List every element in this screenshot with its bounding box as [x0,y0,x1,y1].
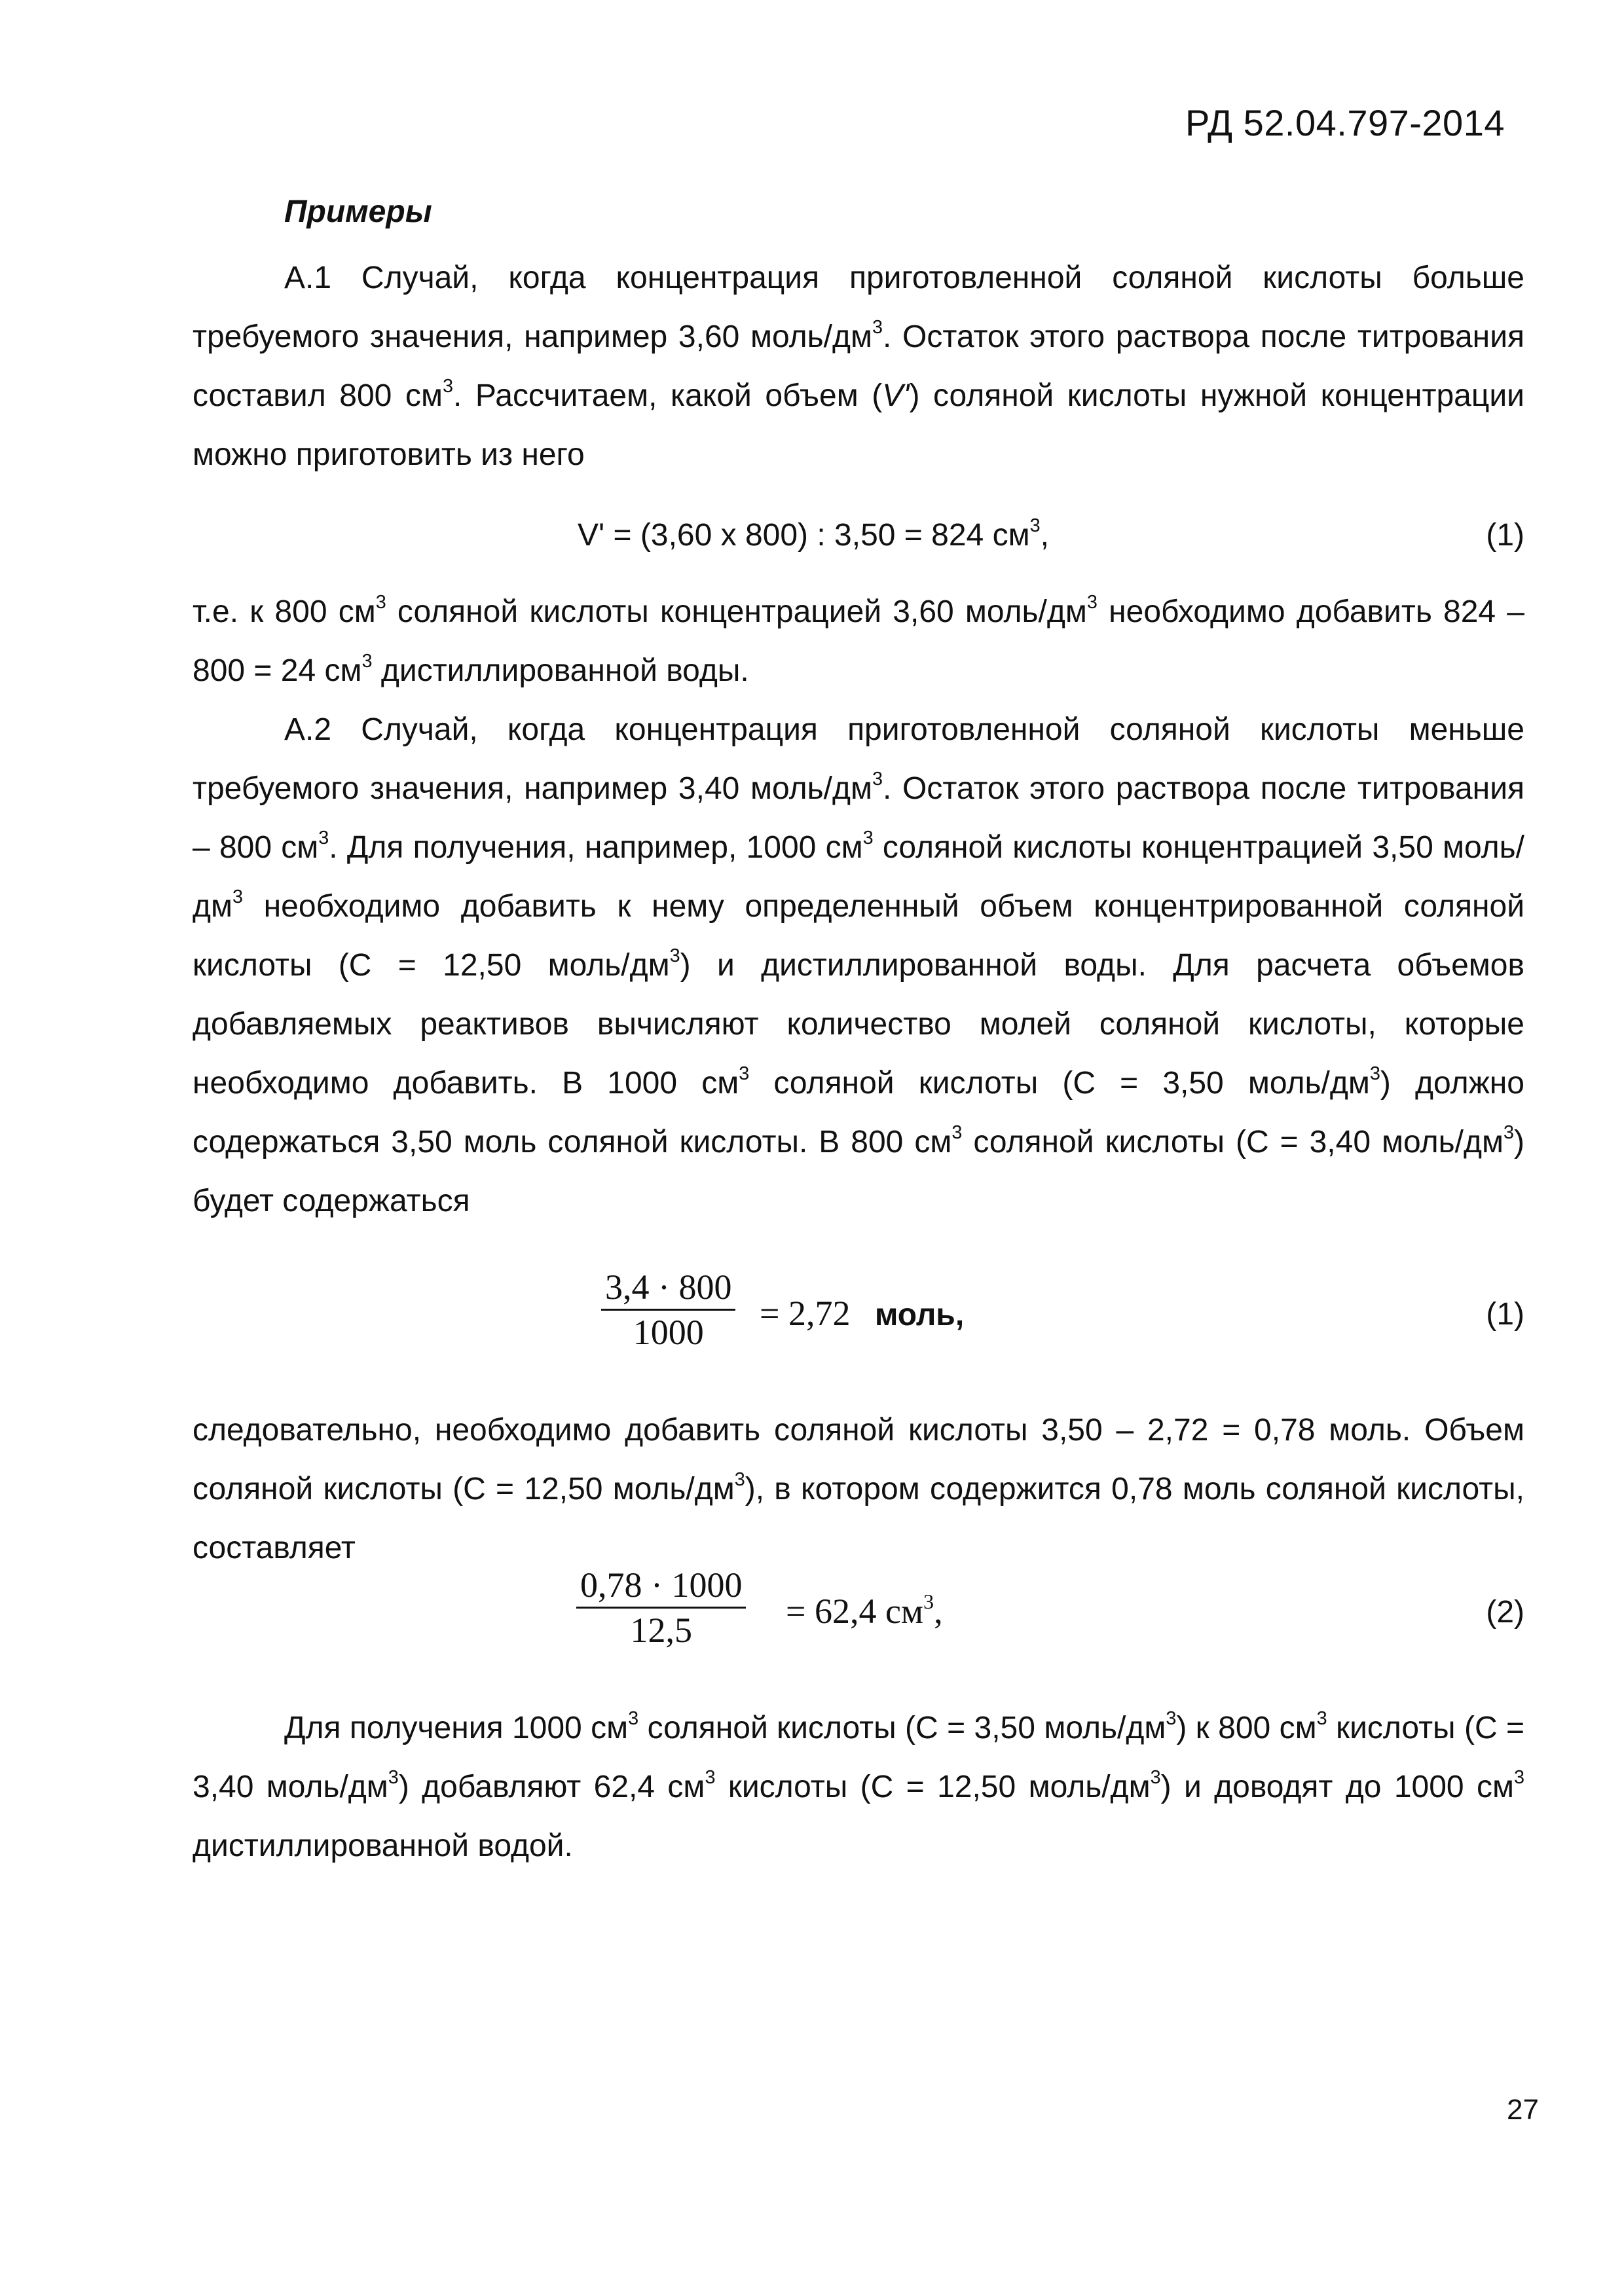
page-number: 27 [1507,2094,1539,2126]
equation-number: (1) [1486,518,1524,553]
equation-1: V' = (3,60 х 800) : 3,50 = 824 $см^3$, [578,515,1049,553]
fraction-moles [601,1267,735,1353]
fraction-volume [576,1565,746,1650]
paragraph-a1: А.1 Случай, когда концентрация приготовленной соляной кислоты больше требуемого значения, например 3,60 моль/$дм^3$. Остаток этого раствора после титрования составил 800 $см^3$. Рассчитаем, какой объем (V') соляной кислоты нужной концентрации можно приготовить из него [193,261,1524,472]
equation-2-rhs: = 2,72 моль, [760,1294,965,1333]
fraction-denominator: 1000 [633,1313,704,1352]
equation-number: (1) [1486,1297,1524,1332]
fraction-bar [576,1607,746,1609]
fraction-denominator: 12,5 [630,1611,692,1650]
document-code: РД 52.04.797-2014 [1185,102,1505,143]
paragraph-a2: А.2 Случай, когда концентрация приготовленной соляной кислоты меньше требуемого значения, например 3,40 моль/$дм^3$. Остаток этого раствора после титрования – 800 $см^3$. Для получения, например, 1000 $см^3$ соляной кислоты концентрацией 3,50 моль/$дм^3$ необходимо добавить к нему определенный объем концентрированной соляной кислоты (С = 12,50 моль/$дм^3$) и дистиллированной воды. Для расчета объемов добавляемых реактивов вычисляют количество молей соляной кислоты, которые необходимо добавить. В 1000 $см^3$ соляной кислоты (С = 3,50 моль/$дм^3$) должно содержаться 3,50 моль соляной кислоты. В 800 $см^3$ соляной кислоты (С = 3,40 моль/$дм^3$) будет содержаться [193,712,1525,1218]
paragraph-final: Для получения 1000 $см^3$ соляной кислоты (С = 3,50 моль/$дм^3$) к 800 $см^3$ кислоты (С = 3,40 моль/$дм^3$) добавляют 62,4 $см^3$ кислоты (С = 12,50 моль/$дм^3$) и доводят до 1000 $см^3$ дистиллированной водой. [193,1707,1525,1863]
paragraph-consequence: следовательно, необходимо добавить соляной кислоты 3,50 – 2,72 = 0,78 моль. Объем соляной кислоты (С = 12,50 моль/$дм^3$), в котором содержится 0,78 моль соляной кислоты, составляет [193,1413,1524,1565]
fraction-bar [601,1309,735,1311]
fraction-numerator: 3,4 · 800 [605,1267,732,1307]
section-heading: Примеры [284,194,432,229]
equation-number: (2) [1486,1595,1524,1630]
fraction-numerator: 0,78 · 1000 [580,1565,743,1605]
equation-3-rhs: = 62,4 $см^3$, [786,1590,943,1631]
paragraph-result-1: т.е. к 800 $см^3$ соляной кислоты концентрацией 3,60 моль/$дм^3$ необходимо добавить 824 – 800 = 24 $см^3$ дистиллированной воды. [193,591,1524,688]
